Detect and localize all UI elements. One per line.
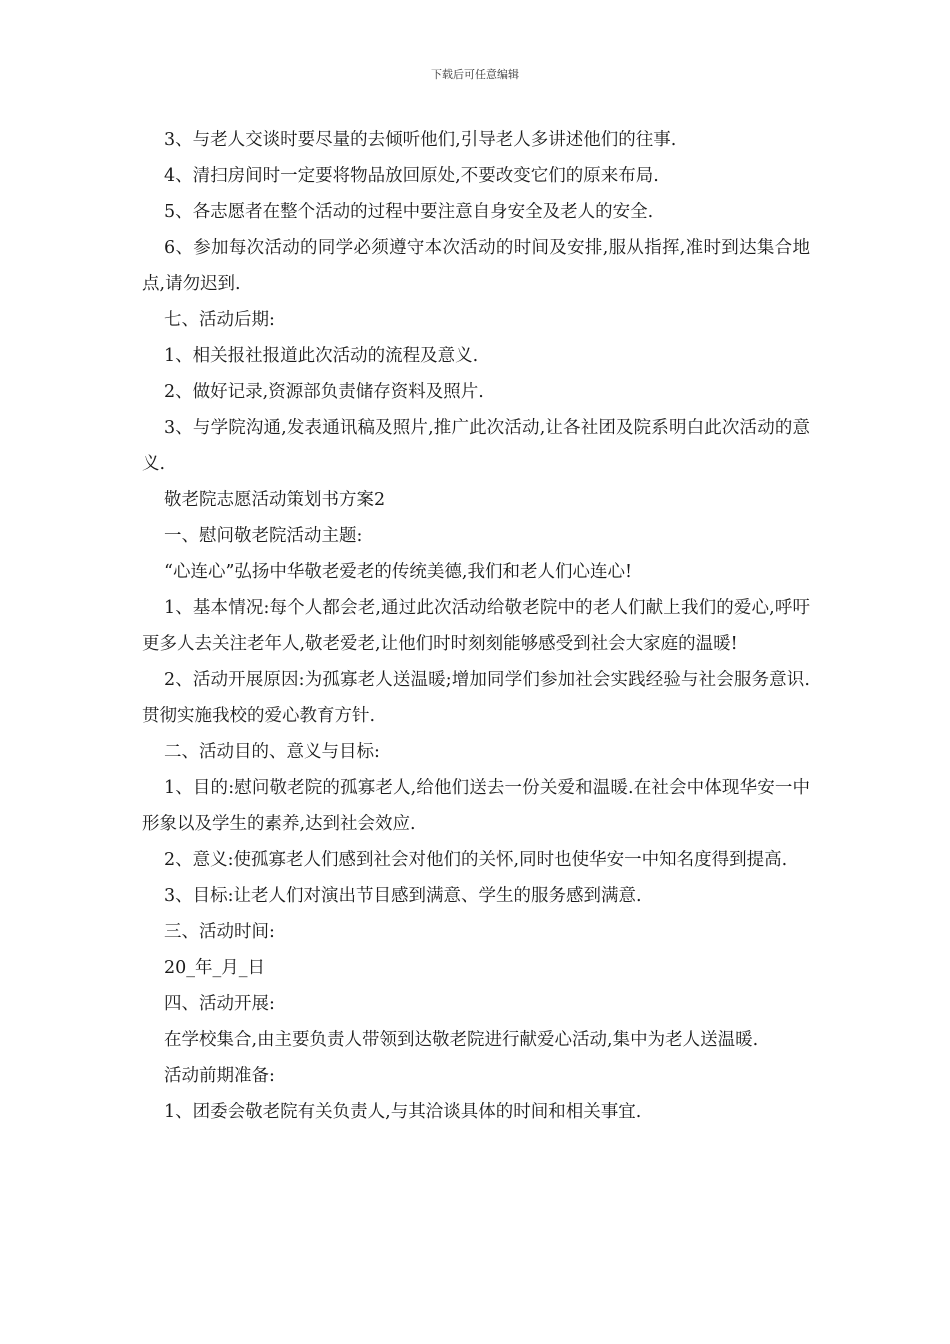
paragraph: 在学校集合,由主要负责人带领到达敬老院进行献爱心活动,集中为老人送温暖. [164,1030,759,1050]
paragraph: 1、相关报社报道此次活动的流程及意义. [164,346,479,366]
paragraph: 4、清扫房间时一定要将物品放回原处,不要改变它们的原来布局. [164,166,659,186]
paragraph: 6、参加每次活动的同学必须遵守本次活动的时间及安排,服从指挥,准时到达集合地点,请勿迟到. [142,238,810,294]
paragraph: 1、基本情况:每个人都会老,通过此次活动给敬老院中的老人们献上我们的爱心,呼吁更多人去关注老年人,敬老爱老,让他们时时刻刻能够感受到社会大家庭的温暖! [142,598,810,654]
section-heading: 一、慰问敬老院活动主题: [164,526,363,546]
section-heading: 七、活动后期: [164,310,275,330]
paragraph: 5、各志愿者在整个活动的过程中要注意自身安全及老人的安全. [164,202,654,222]
paragraph: 活动前期准备: [164,1066,275,1086]
section-heading: 四、活动开展: [164,994,275,1014]
paragraph: “心连心”弘扬中华敬老爱老的传统美德,我们和老人们心连心! [164,562,632,582]
paragraph: 2、意义:使孤寡老人们感到社会对他们的关怀,同时也使华安一中知名度得到提高. [164,850,788,870]
section-heading: 三、活动时间: [164,922,275,942]
paragraph: 1、目的:慰问敬老院的孤寡老人,给他们送去一份关爱和温暖.在社会中体现华安一中形象以及学生的素养,达到社会效应. [142,778,810,834]
document-title: 敬老院志愿活动策划书方案2 [164,490,386,510]
paragraph: 3、与学院沟通,发表通讯稿及照片,推广此次活动,让各社团及院系明白此次活动的意义. [142,418,810,474]
paragraph: 3、目标:让老人们对演出节目感到满意、学生的服务感到满意. [164,886,642,906]
paragraph: 20_年_月_日 [164,958,266,978]
document-body [142,122,810,1130]
paragraph: 1、团委会敬老院有关负责人,与其洽谈具体的时间和相关事宜. [164,1102,642,1122]
paragraph: 2、活动开展原因:为孤寡老人送温暖;增加同学们参加社会实践经验与社会服务意识.贯彻实施我校的爱心教育方针. [142,670,810,726]
header-note: 下载后可任意编辑 [431,68,519,81]
section-heading: 二、活动目的、意义与目标: [164,742,380,762]
paragraph: 2、做好记录,资源部负责储存资料及照片. [164,382,484,402]
paragraph: 3、与老人交谈时要尽量的去倾听他们,引导老人多讲述他们的往事. [164,130,677,150]
